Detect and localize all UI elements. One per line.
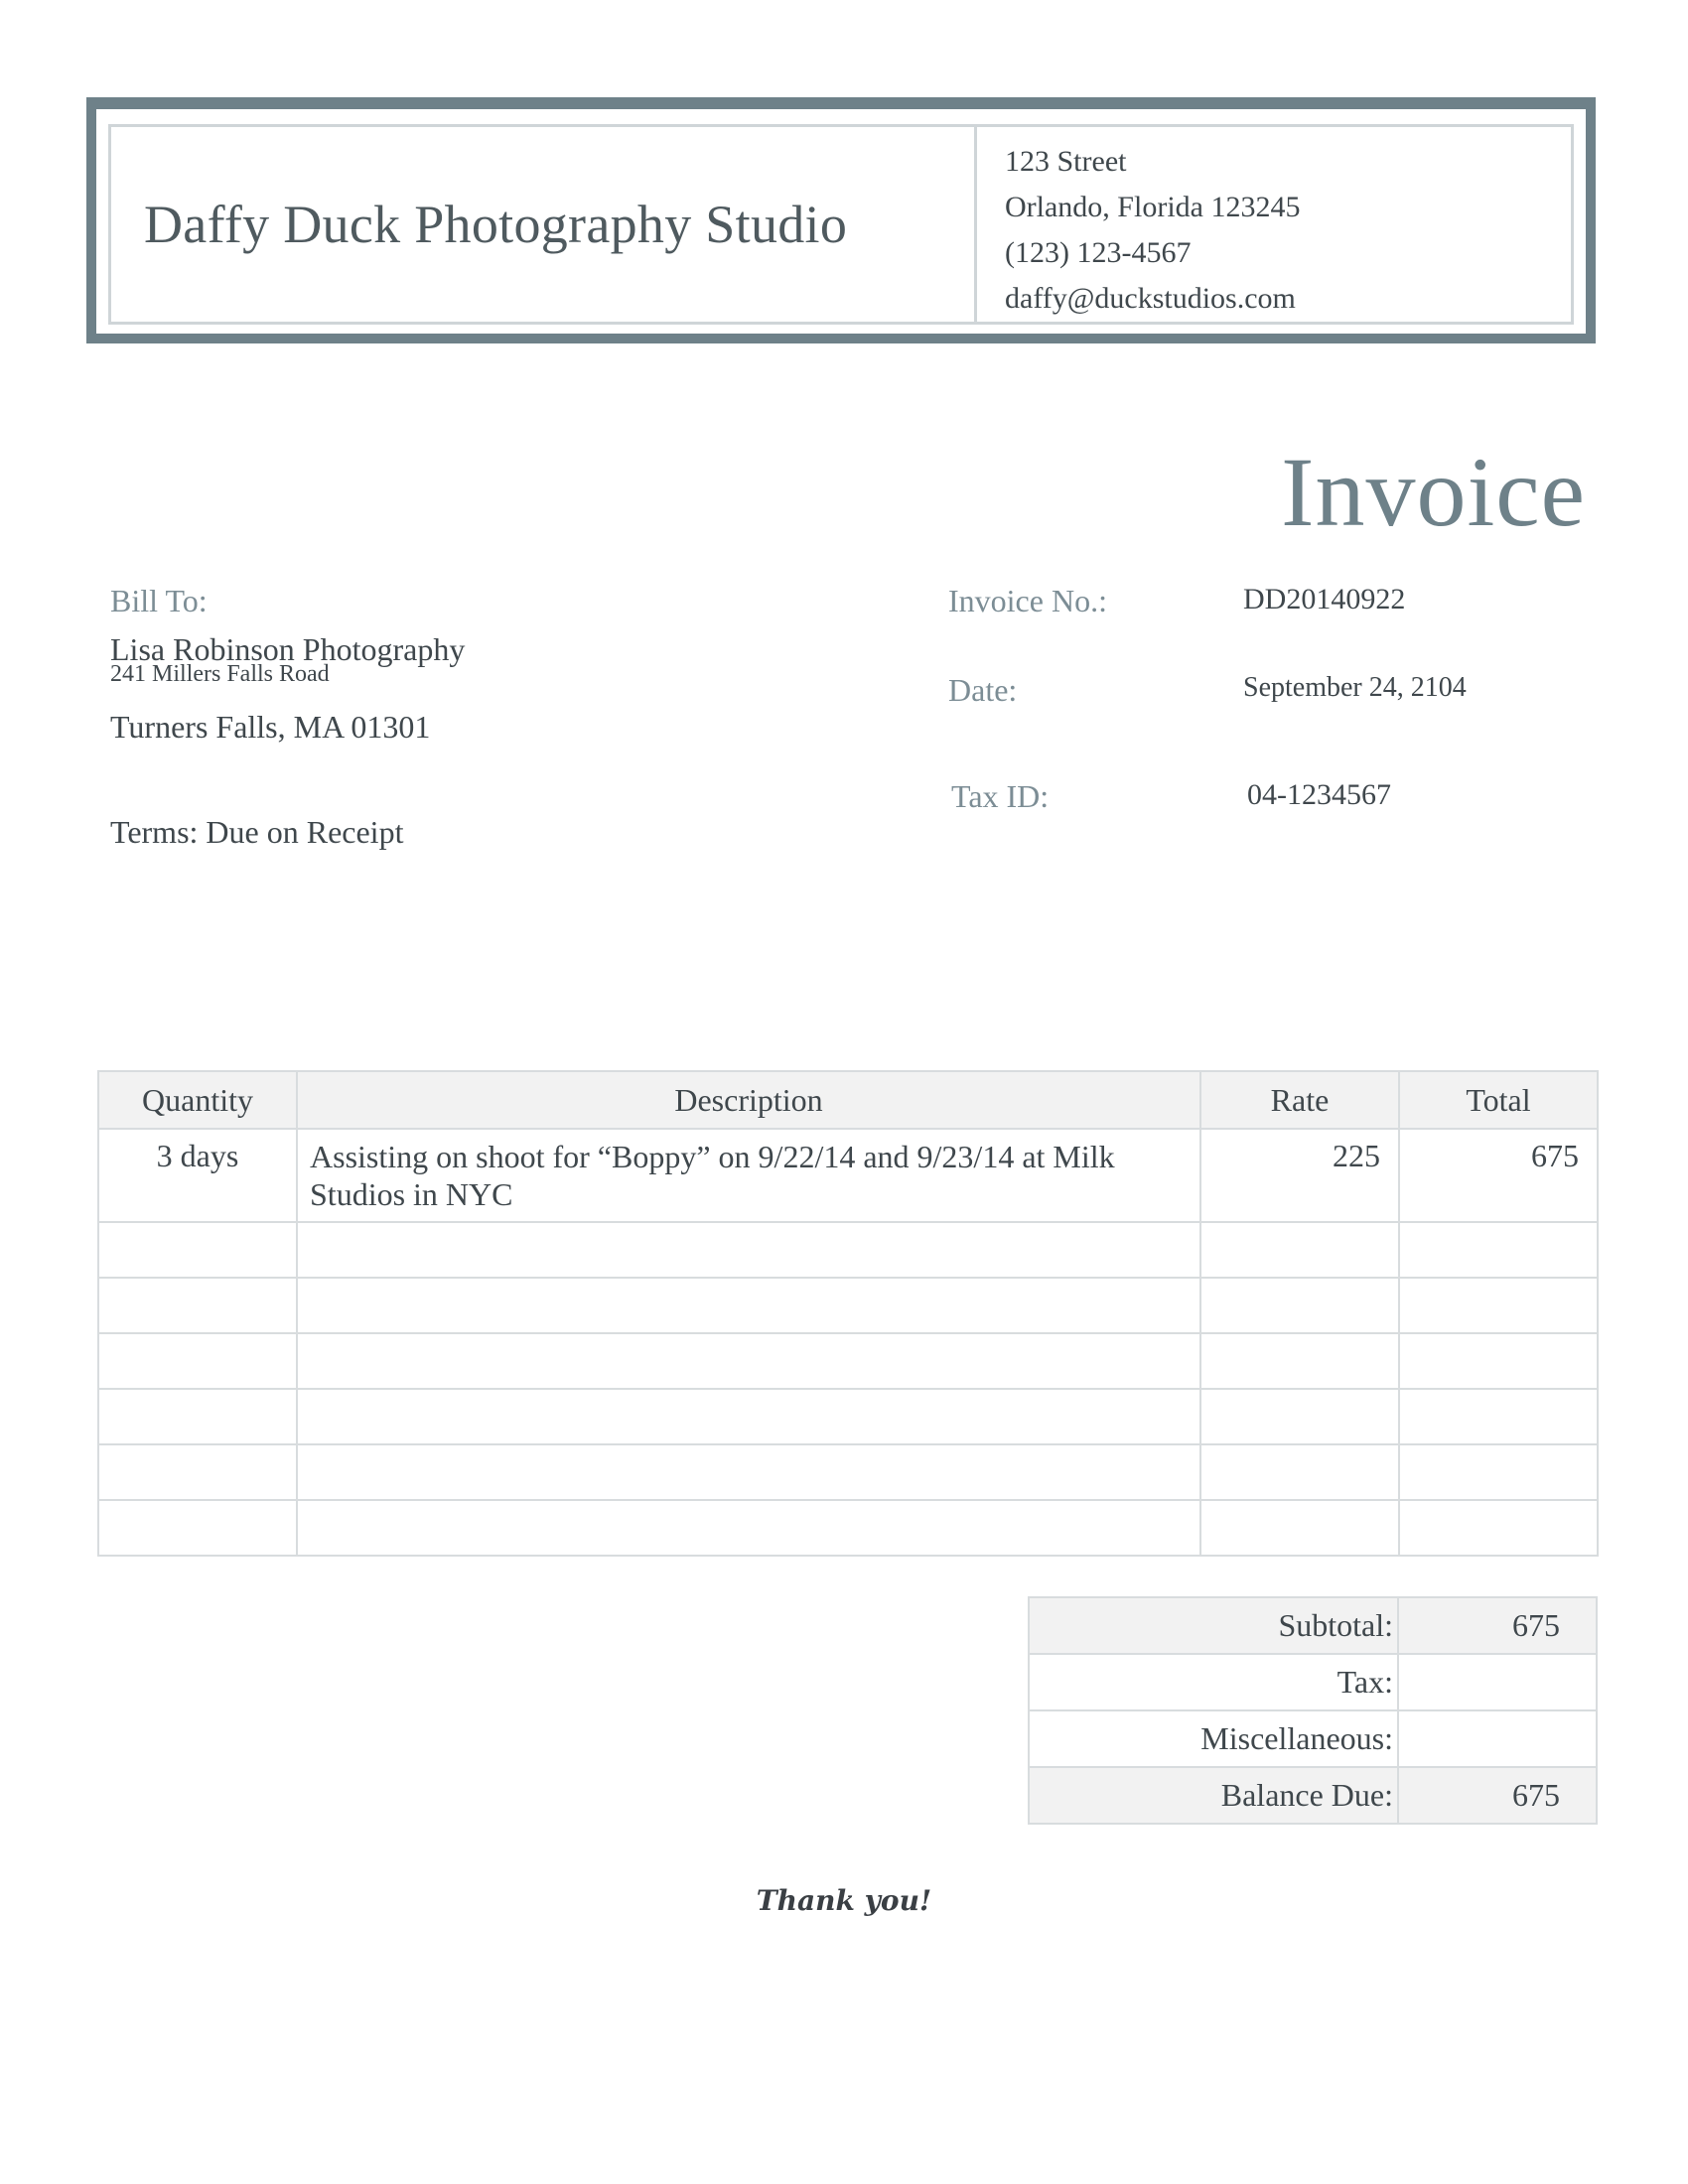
empty-cell — [1200, 1222, 1399, 1278]
bill-to-label: Bill To: — [110, 583, 208, 618]
studio-street: 123 Street — [1005, 145, 1127, 178]
line-items-table — [97, 1070, 1599, 1557]
empty-cell — [1399, 1444, 1598, 1500]
tax-id-label: Tax ID: — [951, 778, 1050, 814]
subtotal-label: Subtotal: — [1029, 1597, 1398, 1654]
table-row-empty — [98, 1444, 1598, 1500]
date-label: Date: — [948, 672, 1018, 708]
table-row-empty — [98, 1500, 1598, 1556]
item-rate: 225 — [1200, 1129, 1399, 1222]
empty-cell — [98, 1389, 297, 1444]
misc-row — [1029, 1710, 1597, 1767]
header-box — [108, 124, 1574, 325]
empty-cell — [297, 1278, 1200, 1333]
column-header-rate: Rate — [1200, 1071, 1399, 1129]
empty-cell — [1200, 1278, 1399, 1333]
studio-email: daffy@duckstudios.com — [1005, 282, 1296, 315]
date-value: September 24, 2104 — [1243, 672, 1467, 703]
table-row — [98, 1129, 1598, 1222]
studio-name: Daffy Duck Photography Studio — [144, 195, 848, 254]
thank-you-note: Thank you! — [756, 1884, 932, 1917]
item-description: Assisting on shoot for “Boppy” on 9/22/14 and 9/23/14 at Milk Studios in NYC — [297, 1129, 1200, 1222]
payment-terms: Terms: Due on Receipt — [110, 814, 404, 850]
empty-cell — [1399, 1389, 1598, 1444]
empty-cell — [1399, 1222, 1598, 1278]
empty-cell — [1200, 1500, 1399, 1556]
table-row-empty — [98, 1222, 1598, 1278]
table-row-empty — [98, 1389, 1598, 1444]
empty-cell — [1200, 1389, 1399, 1444]
table-row-empty — [98, 1278, 1598, 1333]
item-total: 675 — [1399, 1129, 1598, 1222]
empty-cell — [98, 1500, 297, 1556]
item-quantity: 3 days — [98, 1129, 297, 1222]
empty-cell — [1200, 1333, 1399, 1389]
balance-due-label: Balance Due: — [1029, 1767, 1398, 1824]
empty-cell — [98, 1444, 297, 1500]
empty-cell — [1399, 1333, 1598, 1389]
tax-id-value: 04-1234567 — [1247, 778, 1391, 811]
empty-cell — [297, 1389, 1200, 1444]
empty-cell — [1399, 1278, 1598, 1333]
empty-cell — [297, 1500, 1200, 1556]
tax-label: Tax: — [1029, 1654, 1398, 1710]
column-header-total: Total — [1399, 1071, 1598, 1129]
studio-phone: (123) 123-4567 — [1005, 236, 1192, 269]
studio-address-block — [977, 127, 1571, 322]
subtotal-row — [1029, 1597, 1597, 1654]
table-row-empty — [98, 1333, 1598, 1389]
empty-cell — [297, 1222, 1200, 1278]
column-header-description: Description — [297, 1071, 1200, 1129]
invoice-no-label: Invoice No.: — [948, 583, 1107, 618]
header-left — [111, 127, 977, 322]
tax-row — [1029, 1654, 1597, 1710]
column-header-quantity: Quantity — [98, 1071, 297, 1129]
balance-due-value: 675 — [1398, 1767, 1597, 1824]
misc-label: Miscellaneous: — [1029, 1710, 1398, 1767]
empty-cell — [297, 1333, 1200, 1389]
studio-city: Orlando, Florida 123245 — [1005, 191, 1301, 223]
table-header-row — [98, 1071, 1598, 1129]
invoice-title: Invoice — [1281, 437, 1586, 547]
empty-cell — [98, 1333, 297, 1389]
empty-cell — [1200, 1444, 1399, 1500]
empty-cell — [98, 1222, 297, 1278]
invoice-no-value: DD20140922 — [1243, 583, 1406, 615]
misc-value — [1398, 1710, 1597, 1767]
empty-cell — [98, 1278, 297, 1333]
totals-table — [1028, 1596, 1598, 1825]
client-street: 241 Millers Falls Road — [110, 661, 330, 687]
empty-cell — [297, 1444, 1200, 1500]
balance-due-row — [1029, 1767, 1597, 1824]
client-name: Lisa Robinson Photography — [110, 631, 466, 667]
tax-value — [1398, 1654, 1597, 1710]
empty-cell — [1399, 1500, 1598, 1556]
client-city: Turners Falls, MA 01301 — [110, 709, 431, 745]
subtotal-value: 675 — [1398, 1597, 1597, 1654]
